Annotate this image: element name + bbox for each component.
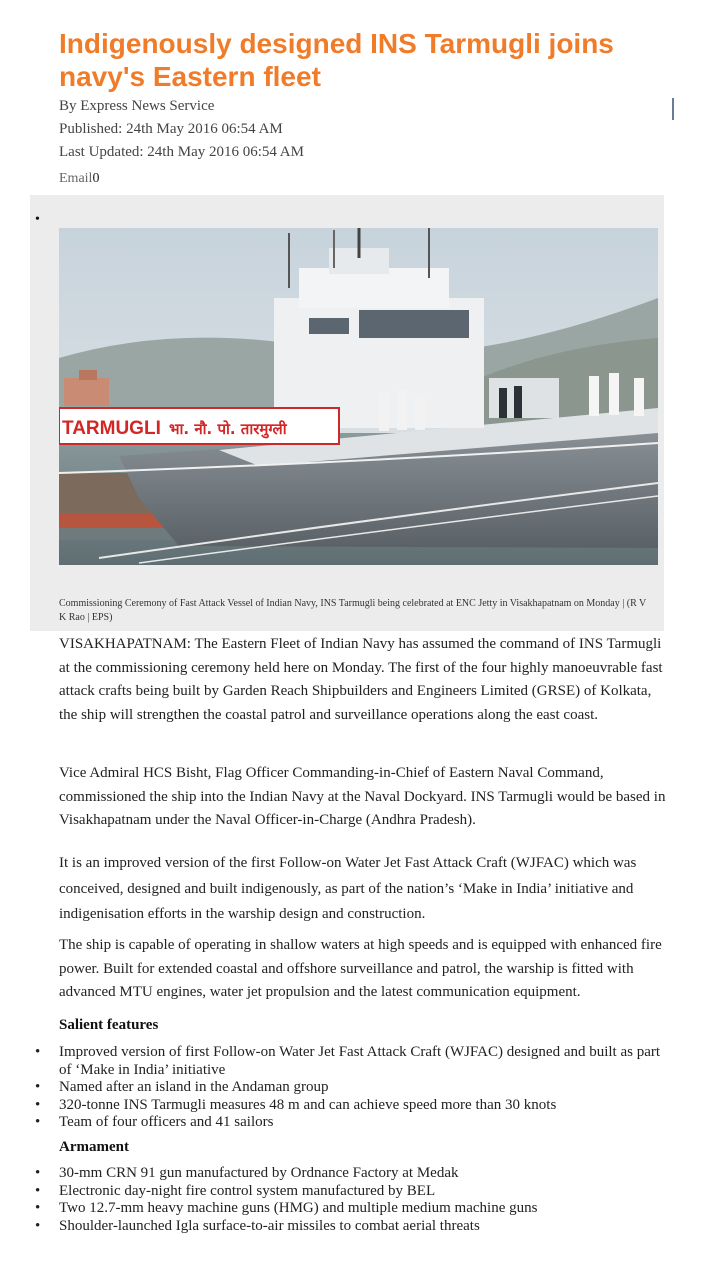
article-photo[interactable]	[59, 228, 658, 565]
article-paragraph: The ship is capable of operating in shallow waters at high speeds and is equipped with enhanced fire power. Built for extended coastal and offshore surveillance and patrol, the warship is fitted with advanced MTU engines, water jet propulsion and the latest communication equipment.	[59, 937, 662, 1000]
list-item: • Named after an island in the Andaman group	[30, 1079, 670, 1097]
list-item: • Improved version of first Follow-on Water Jet Fast Attack Craft (WJFAC) designed and built as part of ‘Make in India’ initiative	[30, 1044, 670, 1079]
article-paragraph: It is an improved version of the first Follow-on Water Jet Fast Attack Craft (WJFAC) which was conceived, designed and built indigenously, as part of the nation’s ‘Make in India’ initiative and indigenisation efforts in the warship design and construction.	[59, 855, 637, 922]
list-item: • Two 12.7-mm heavy machine guns (HMG) and multiple medium machine guns	[30, 1200, 670, 1218]
list-item: • Electronic day-night fire control system manufactured by BEL	[30, 1183, 670, 1201]
updated-date: Last Updated: 24th May 2016 06:54 AM	[59, 144, 304, 160]
email-count: 0	[92, 171, 100, 186]
armament-list	[30, 1165, 670, 1235]
gallery-bullet: •	[35, 212, 40, 227]
email-share-link[interactable]	[59, 171, 99, 187]
salient-features-list	[30, 1044, 670, 1132]
ship-image	[59, 228, 658, 565]
list-item: • Shoulder-launched Igla surface-to-air missiles to combat aerial threats	[30, 1218, 670, 1236]
photo-caption: Commissioning Ceremony of Fast Attack Vessel of Indian Navy, INS Tarmugli being celebrated at ENC Jetty in Visakhapatnam on Monday | (R V K Rao | EPS)	[59, 598, 647, 623]
banner-hindi-text: भा. नौ. पो. तारमुग्ली	[169, 420, 287, 438]
list-item: • Team of four officers and 41 sailors	[30, 1114, 670, 1132]
text-cursor	[672, 98, 674, 120]
salient-features-heading: Salient features	[59, 1017, 159, 1033]
armament-heading: Armament	[59, 1139, 129, 1155]
article-headline: Indigenously designed INS Tarmugli joins navy's Eastern fleet	[59, 28, 614, 92]
byline: By Express News Service	[59, 98, 215, 114]
banner-latin-text: TARMUGLI	[62, 418, 161, 439]
article-paragraph: VISAKHAPATNAM: The Eastern Fleet of Indian Navy has assumed the command of INS Tarmugli at the commissioning ceremony held here on Monday. The first of the four highly manoeuvrable fast attack crafts being built by Garden Reach Shipbuilders and Engineers Limited (GRSE) of Kolkata, the ship will strengthen the coastal patrol and surveillance operations along the east coast.	[59, 636, 663, 723]
email-label: Email	[59, 171, 93, 186]
list-item: • 320-tonne INS Tarmugli measures 48 m and can achieve speed more than 30 knots	[30, 1097, 670, 1115]
article-paragraph: Vice Admiral HCS Bisht, Flag Officer Commanding-in-Chief of Eastern Naval Command, commissioned the ship into the Indian Navy at the Naval Dockyard. INS Tarmugli would be based in Visakhapatnam under the Naval Officer-in-Charge (Andhra Pradesh).	[59, 765, 666, 828]
published-date: Published: 24th May 2016 06:54 AM	[59, 121, 283, 137]
list-item: • 30-mm CRN 91 gun manufactured by Ordnance Factory at Medak	[30, 1165, 670, 1183]
